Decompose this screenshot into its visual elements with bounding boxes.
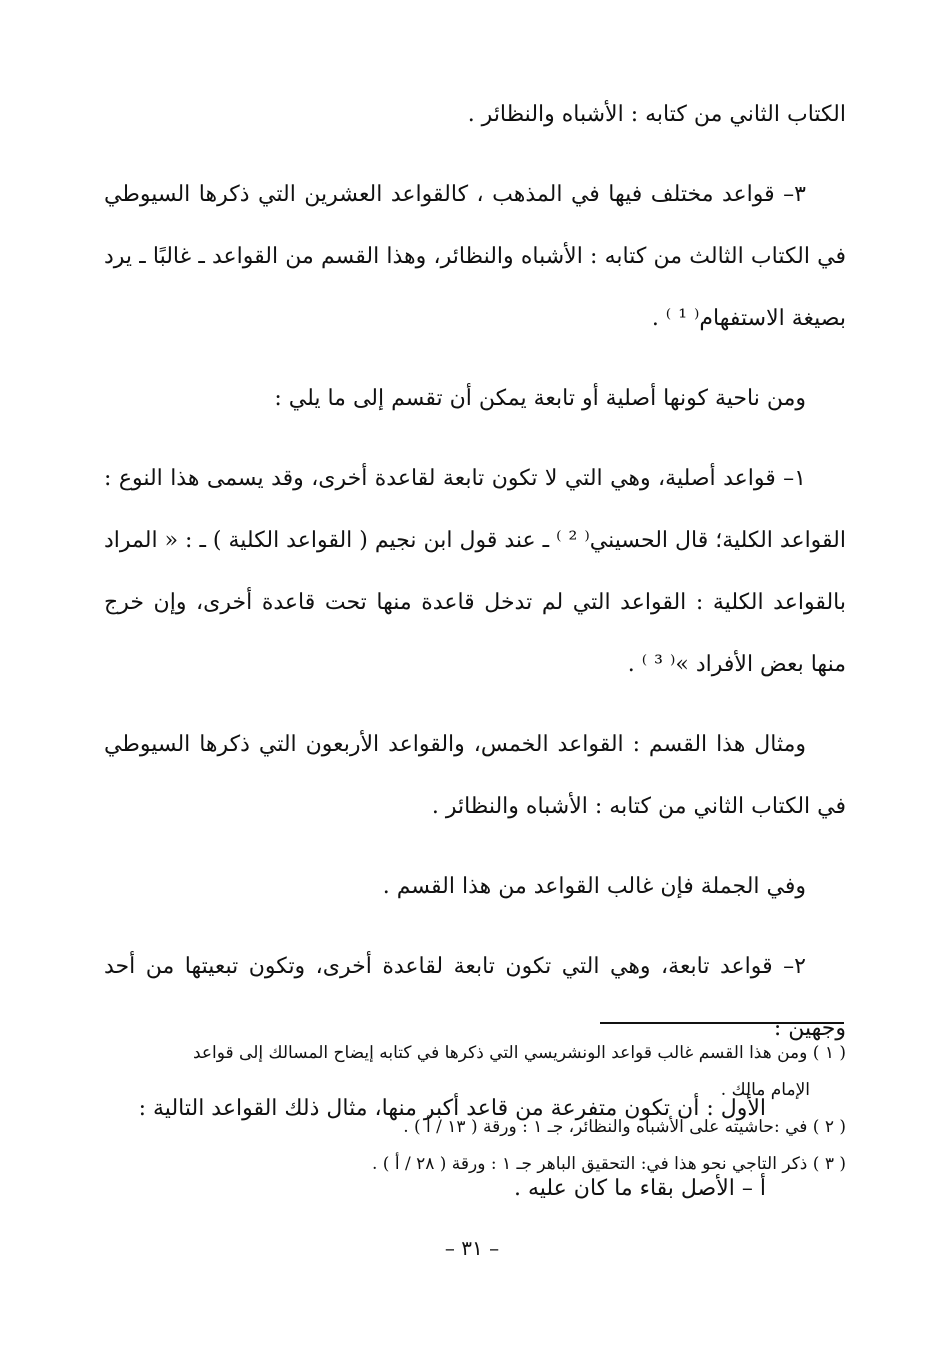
- paragraph-7: ٢– قواعد تابعة، وهي التي تكون تابعة لقاعدة أخرى، وتكون تبعيتها من أحد وجهين :: [104, 954, 846, 1041]
- footnote-separator: [600, 1022, 844, 1024]
- footnotes: [104, 1036, 846, 1184]
- paragraph-5: ومثال هذا القسم : القواعد الخمس، والقواعد الأربعون التي ذكرها السيوطي في الكتاب الثاني من كتابه : الأشباه والنظائر .: [104, 732, 846, 819]
- paragraph-6: وفي الجملة فإن غالب القواعد من هذا القسم .: [382, 874, 806, 899]
- paragraph-2: ٣– قواعد مختلف فيها في المذهب ، كالقواعد العشرين التي ذكرها السيوطي في الكتاب الثالث من كتابه : الأشباه والنظائر، وهذا القسم من القواعد ـ غالبًا ـ يرد بصيغة الاستفهام⁽ ¹ ⁾ .: [104, 182, 846, 331]
- paragraph-4: ١– قواعد أصلية، وهي التي لا تكون تابعة لقاعدة أخرى، وقد يسمى هذا النوع : القواعد الكلية؛ قال الحسيني⁽ ² ⁾ ـ عند قول ابن نجيم ( القواعد الكلية ) ـ : « المراد بالقواعد الكلية : القواعد التي لم تدخل قاعدة منها تحت قاعدة أخرى، وإن خرج منها بعض الأفراد »⁽ ³ ⁾ .: [104, 466, 846, 677]
- page-number: – ٣١ –: [444, 1236, 500, 1260]
- footnote-2: ( ٢ ) في :حاشيته على الأشباه والنظائر، جـ ١ : ورقة ( ١٣ / أ ) .: [403, 1117, 846, 1137]
- paragraph-9: أ – الأصل بقاء ما كان عليه .: [513, 1176, 766, 1201]
- footnote-1: ( ١ ) ومن هذا القسم غالب قواعد الونشريسي التي ذكرها في كتابه إيضاح المسالك إلى قواعد: [192, 1043, 846, 1063]
- paragraph-1: الكتاب الثاني من كتابه : الأشباه والنظائر .: [467, 102, 846, 127]
- paragraph-3: ومن ناحية كونها أصلية أو تابعة يمكن أن تقسم إلى ما يلي :: [274, 386, 806, 411]
- paragraph-8: الأول : أن تكون متفرعة من قاعد أكبر منها، مثال ذلك القواعد التالية :: [138, 1096, 766, 1121]
- footnote-1-continuation: الإمام مالك .: [720, 1080, 810, 1100]
- footnote-3: ( ٣ ) ذكر التاجي نحو هذا في: التحقيق الباهر جـ ١ : ورقة ( ٢٨ / أ ) .: [371, 1154, 846, 1174]
